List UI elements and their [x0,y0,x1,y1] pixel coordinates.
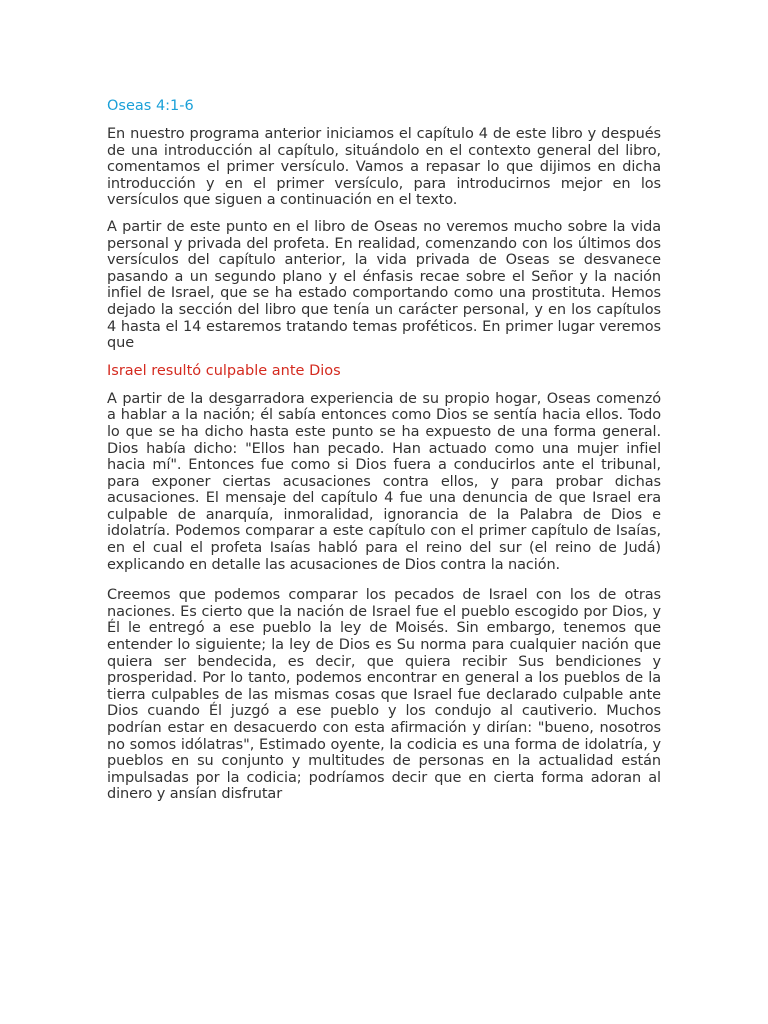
paragraph-intro-1: En nuestro programa anterior iniciamos el capítulo 4 de este libro y después de una introducción al capítulo, situándolo en el contexto general del libro, comentamos el primer versículo. Vamos a repasar lo que dijimos en dicha introducción y en el primer versículo, para introducirnos mejor en los versículos que siguen a continuación en el texto. [107,126,661,209]
paragraph-section-1: A partir de la desgarradora experiencia de su propio hogar, Oseas comenzó a hablar a la nación; él sabía entonces como Dios se sentía hacia ellos. Todo lo que se ha dicho hasta este punto se ha expuesto de una forma general. Dios había dicho: "Ellos han pecado. Han actuado como una mujer infiel hacia mí". Entonces fue como si Dios fuera a conducirlos ante el tribunal, para exponer ciertas acusaciones contra ellos, y para probar dichas acusaciones. El mensaje del capítulo 4 fue una denuncia de que Israel era culpable de anarquía, inmoralidad, ignorancia de la Palabra de Dios e idolatría. Podemos comparar a este capítulo con el primer capítulo de Isaías, en el cual el profeta Isaías habló para el reino del sur (el reino de Judá) explicando en detalle las acusaciones de Dios contra la nación. [107,390,661,573]
section-heading: Israel resultó culpable ante Dios [107,362,341,379]
document-page [107,97,661,813]
paragraph-intro-2: A partir de este punto en el libro de Oseas no veremos mucho sobre la vida personal y privada del profeta. En realidad, comenzando con los últimos dos versículos del capítulo anterior, la vida privada de Oseas se desvanece pasando a un segundo plano y el énfasis recae sobre el Señor y la nación infiel de Israel, que se ha estado comportando como una prostituta. Hemos dejado la sección del libro que tenía un carácter personal, y en los capítulos 4 hasta el 14 estaremos tratando temas proféticos. En primer lugar veremos que [107,218,661,352]
document-title: Oseas 4:1-6 [107,98,194,114]
paragraph-section-2: Creemos que podemos comparar los pecados de Israel con los de otras naciones. Es cierto que la nación de Israel fue el pueblo escogido por Dios, y Él le entregó a ese pueblo la ley de Moisés. Sin embargo, tenemos que entender lo siguiente; la ley de Dios es Su norma para cualquier nación que quiera ser bendecida, es decir, que quiera recibir Sus bendiciones y prosperidad. Por lo tanto, podemos encontrar en general a los pueblos de la tierra culpables de las mismas cosas que Israel fue declarado culpable ante Dios cuando Él juzgó a ese pueblo y los condujo al cautiverio. Muchos podrían estar en desacuerdo con esta afirmación y dirían: "bueno, nosotros no somos idólatras", Estimado oyente, la codicia es una forma de idolatría, y pueblos en su conjunto y multitudes de personas en la actualidad están impulsadas por la codicia; podríamos decir que en cierta forma adoran al dinero y ansían disfrutar [107,587,661,803]
